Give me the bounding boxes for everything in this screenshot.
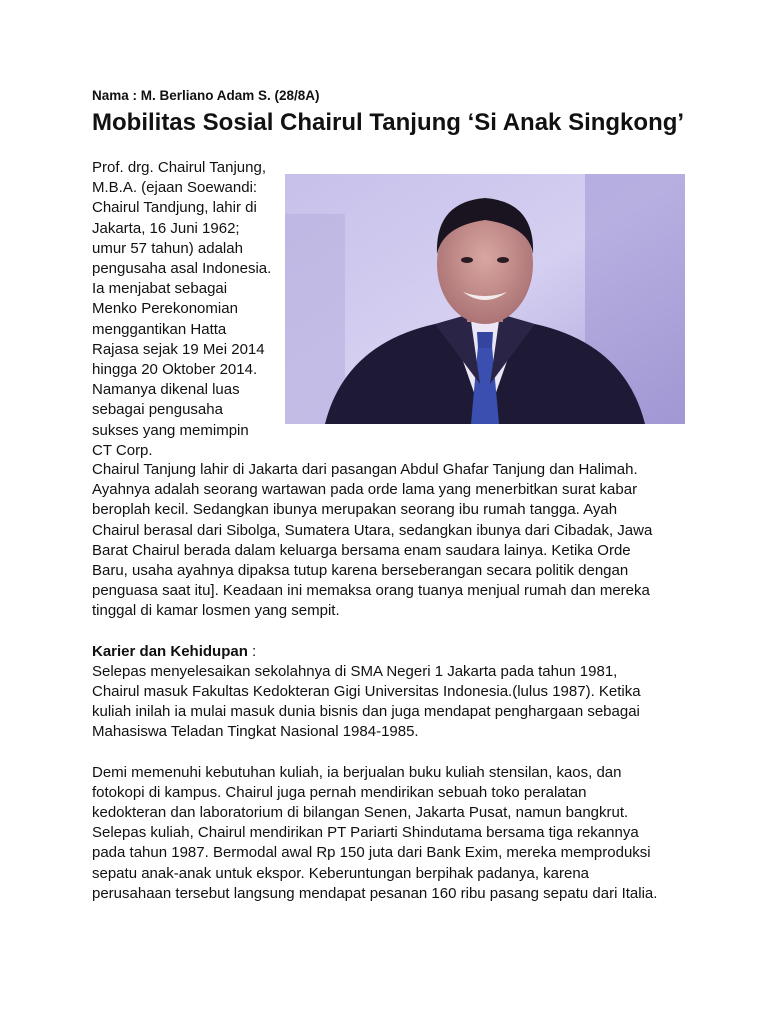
intro-line: Jakarta, 16 Juni 1962; (92, 219, 240, 237)
intro-line: Prof. drg. Chairul Tanjung, (92, 159, 266, 176)
intro-line: umur 57 tahun) adalah (92, 239, 243, 257)
text-line: kuliah inilah ia mulai masuk dunia bisnis dan juga mendapat penghargaan sebagai (92, 703, 640, 721)
text-line: Mahasiswa Teladan Tingkat Nasional 1984-1985. (92, 723, 419, 741)
text-line: Selepas kuliah, Chairul mendirikan PT Pariarti Shindutama bersama tiga rekannya (92, 824, 639, 842)
intro-line: sukses yang memimpin (92, 421, 249, 439)
intro-line: menggantikan Hatta (92, 320, 227, 338)
section-heading-suffix: : (247, 642, 257, 660)
intro-section (92, 158, 692, 460)
text-line: perusahaan tersebut langsung mendapat pesanan 160 ribu pasang sepatu dari Italia. (92, 884, 658, 902)
intro-line: Chairul Tandjung, lahir di (92, 199, 257, 217)
text-line: Baru, usaha ayahnya dipaksa tutup karena berseberangan secara politik dengan (92, 562, 629, 580)
intro-line: sebagai pengusaha (92, 401, 223, 419)
text-line: pada tahun 1987. Bermodal awal Rp 150 juta dari Bank Exim, mereka memproduksi (92, 844, 651, 862)
text-line: kedokteran dan laboratorium di bilangan Senen, Jakarta Pusat, namun bangkrut. (92, 804, 629, 822)
intro-line: Ia menjabat sebagai (92, 280, 228, 298)
intro-paragraph (92, 158, 282, 461)
background-panel (285, 214, 345, 424)
intro-line: Menko Perekonomian (92, 300, 238, 318)
text-line: Barat Chairul berada dalam keluarga bersama enam saudara lainya. Ketika Orde (92, 541, 631, 559)
eye-left (461, 257, 473, 263)
text-line: sepatu anak-anak untuk ekspor. Keberuntungan berpihak padanya, karena (92, 864, 590, 882)
text-line: Ayahnya adalah seorang wartawan pada orde lama yang menerbitkan surat kabar (92, 481, 638, 499)
intro-line: M.B.A. (ejaan Soewandi: (92, 179, 258, 197)
paragraph-business (92, 763, 692, 904)
text-line: Demi memenuhi kebutuhan kuliah, ia berjualan buku kuliah stensilan, kaos, dan (92, 763, 622, 781)
intro-line: Rajasa sejak 19 Mei 2014 (92, 340, 265, 358)
document-page (92, 88, 692, 904)
intro-line: CT Corp. (92, 441, 153, 459)
intro-line: hingga 20 Oktober 2014. (92, 361, 258, 379)
portrait-photo (285, 174, 685, 424)
text-line: Chairul Tanjung lahir di Jakarta dari pasangan Abdul Ghafar Tanjung dan Halimah. (92, 461, 638, 478)
paragraph-spacer (92, 743, 692, 763)
tie-knot (477, 332, 493, 348)
text-line: penguasa saat itu]. Keadaan ini memaksa orang tuanya menjual rumah dan mereka (92, 582, 650, 600)
text-line: Chairul masuk Fakultas Kedokteran Gigi Universitas Indonesia.(lulus 1987). Ketika (92, 683, 641, 701)
portrait-illustration (285, 174, 685, 424)
text-line: Selepas menyelesaikan sekolahnya di SMA Negeri 1 Jakarta pada tahun 1981, (92, 662, 618, 680)
section-heading-text: Karier dan Kehidupan (92, 642, 248, 660)
author-line: Nama : M. Berliano Adam S. (28/8A) (92, 88, 320, 103)
intro-line: Namanya dikenal luas (92, 381, 240, 399)
section-heading (92, 642, 692, 662)
text-line: fotokopi di kampus. Chairul juga pernah mendirikan sebuah toko peralatan (92, 783, 587, 801)
intro-line: pengusaha asal Indonesia. (92, 260, 272, 278)
text-line: tinggal di kamar losmen yang sempit. (92, 602, 340, 620)
paragraph-spacer (92, 622, 692, 642)
paragraph-family (92, 460, 692, 622)
document-title: Mobilitas Sosial Chairul Tanjung ‘Si Anak Singkong’ (92, 109, 685, 136)
text-line: Chairul berasal dari Sibolga, Sumatera Utara, sedangkan ibunya dari Cibadak, Jawa (92, 521, 653, 539)
text-line: beroplah kecil. Sedangkan ibunya merupakan seorang ibu rumah tangga. Ayah (92, 501, 618, 519)
eye-right (497, 257, 509, 263)
paragraph-career (92, 662, 692, 743)
